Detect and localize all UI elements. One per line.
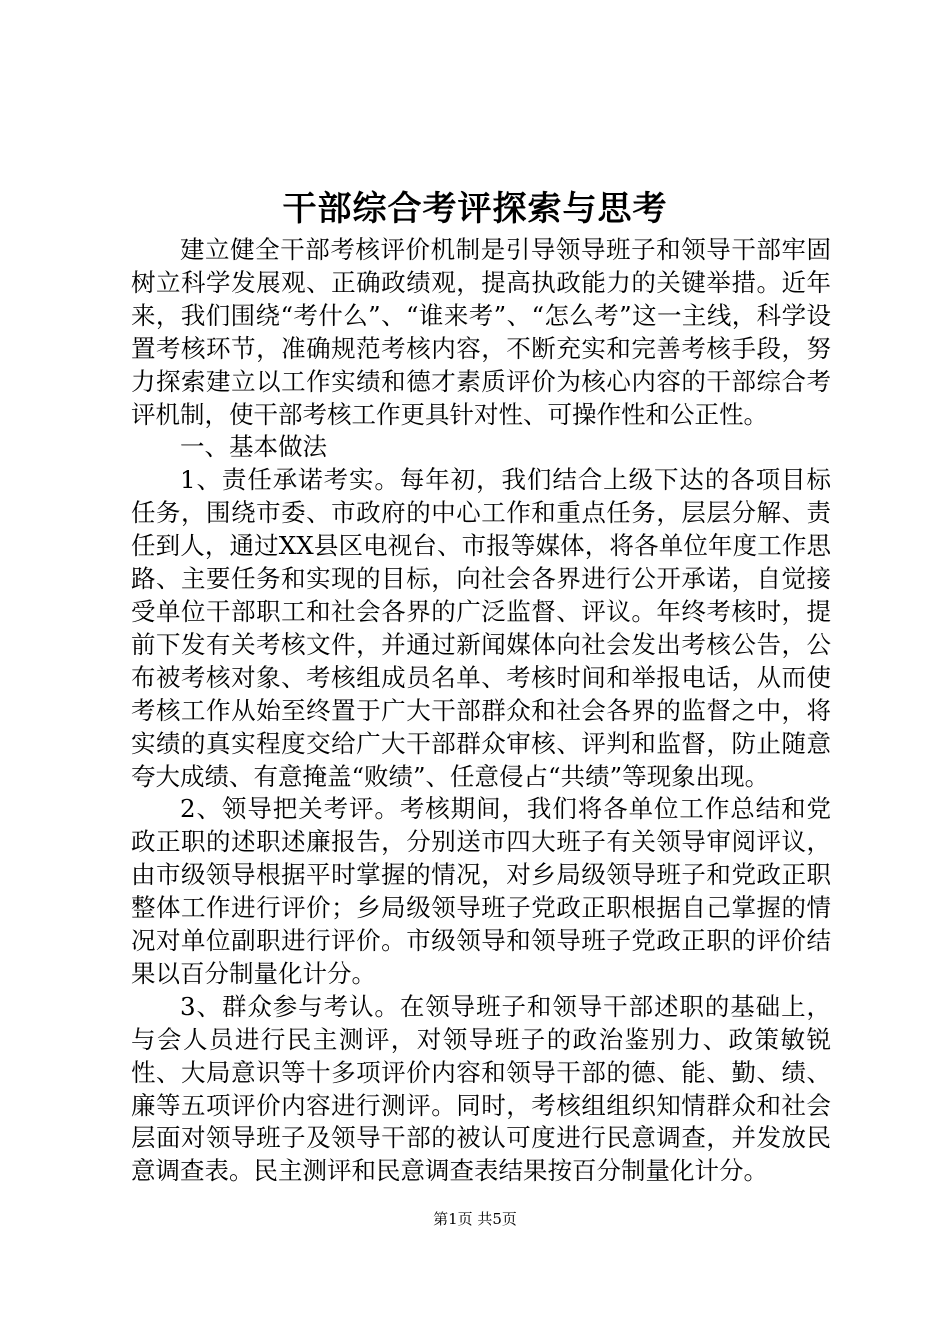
document-title: 干部综合考评探索与思考 (282, 189, 668, 229)
item-1-paragraph: 1、责任承诺考实。每年初，我们结合上级下达的各项目标任务，围绕市委、市政府的中心工作和重点任务，层层分解、责任到人，通过XX县区电视台、市报等媒体，将各单位年度工作思路、主要任务和实现的目标，向社会各界进行公开承诺，自觉接受单位干部职工和社会各界的广泛监督、评议。年终考核时，提前下发有关考核文件，并通过新闻媒体向社会发出考核公告，公布被考核对象、考核组成员名单、考核时间和举报电话，从而使考核工作从始至终置于广大干部群众和社会各界的监督之中，将实绩的真实程度交给广大干部群众审核、评判和监督，防止随意夸大成绩、有意掩盖“败绩”、任意侵占“共绩”等现象出现。 (131, 465, 831, 791)
item-2-paragraph: 2、领导把关考评。考核期间，我们将各单位工作总结和党政正职的述职述廉报告，分别送市四大班子有关领导审阅评议，由市级领导根据平时掌握的情况，对乡局级领导班子和党政正职整体工作进行评价；乡局级领导班子党政正职根据自己掌握的情况对单位副职进行评价。市级领导和领导班子党政正职的评价结果以百分制量化计分。 (131, 794, 831, 988)
intro-paragraph: 建立健全干部考核评价机制是引导领导班子和领导干部牢固树立科学发展观、正确政绩观，提高执政能力的关键举措。近年来，我们围绕“考什么”、“谁来考”、“怎么考”这一主线，科学设置考核环节，准确规范考核内容，不断充实和完善考核手段，努力探索建立以工作实绩和德才素质评价为核心内容的干部综合考评机制，使干部考核工作更具针对性、可操作性和公正性。 (131, 235, 831, 429)
document-body (131, 234, 831, 1188)
section-heading: 一、基本做法 (180, 432, 327, 462)
page-footer: 第1页 共5页 (433, 1210, 517, 1228)
item-3-paragraph: 3、群众参与考认。在领导班子和领导干部述职的基础上，与会人员进行民主测评，对领导班子的政治鉴别力、政策敏锐性、大局意识等十多项评价内容和领导干部的德、能、勤、绩、廉等五项评价内容进行测评。同时，考核组组织知情群众和社会层面对领导班子及领导干部的被认可度进行民意调查，并发放民意调查表。民主测评和民意调查表结果按百分制量化计分。 (131, 991, 831, 1186)
